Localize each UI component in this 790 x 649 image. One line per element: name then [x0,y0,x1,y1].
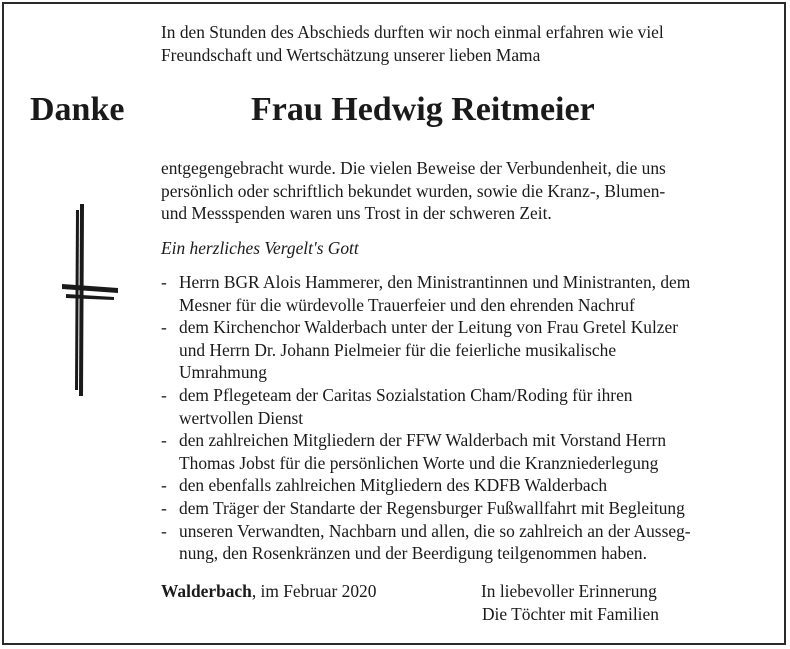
list-item: - dem Kirchenchor Walderbach unter der Leitung von Frau Gretel Kulzer und Herrn Dr. Johann Pielmeier für die feierliche musikalische Umrahmung [161,317,679,383]
list-item: - den ebenfalls zahlreichen Mitgliedern des KDFB Walderbach [161,475,608,496]
cross-icon [60,200,120,400]
place-date [161,580,376,603]
intro-line-2: Freundschaft und Wertschätzung unserer lieben Mama [161,44,541,65]
closing-line-2: Die Töchter mit Familien [482,603,659,624]
list-item: - dem Träger der Standarte der Regensburger Fußwallfahrt mit Begleitung [161,497,685,518]
thanks-line: Ein herzliches Vergelt's Gott [161,238,359,258]
closing-line-1: In liebevoller Erinnerung [481,581,657,601]
date-text: , im Februar 2020 [251,581,377,601]
list-item: - Herrn BGR Alois Hammerer, den Ministrantinnen und Ministranten, dem Mesner für die würdevolle Trauerfeier und den ehrenden Nachruf [161,272,691,315]
intro-text [161,21,664,66]
body-line-1: entgegengebracht wurde. Die vielen Beweise der Verbundenheit, die uns [161,158,666,178]
body-line-3: und Messspenden waren uns Trost in der schweren Zeit. [161,203,552,224]
list-item: - dem Pflegeteam der Caritas Sozialstation Cham/Roding für ihren wertvollen Dienst [161,384,633,428]
body-text [161,157,666,225]
place-name: Walderbach [161,581,252,601]
list-item: - unseren Verwandten, Nachbarn und allen, die so zahlreich an der Ausseg- nung, den Rosenkränzen und der Beerdigung teilgenommen haben. [161,520,691,564]
list-item: - den zahlreichen Mitgliedern der FFW Walderbach mit Vorstand Herrn Thomas Jobst für die persönlichen Worte und die Kranzniederlegung [161,430,667,473]
intro-line-1: In den Stunden des Abschieds durften wir noch einmal erfahren wie viel [161,22,664,42]
thanks-list [161,271,691,565]
deceased-name: Frau Hedwig Reitmeier [251,91,595,128]
danke-heading: Danke [30,91,125,128]
body-line-2: persönlich oder schriftlich bekundet wurden, sowie die Kranz-, Blumen- [161,180,666,201]
closing-signature [481,580,659,625]
